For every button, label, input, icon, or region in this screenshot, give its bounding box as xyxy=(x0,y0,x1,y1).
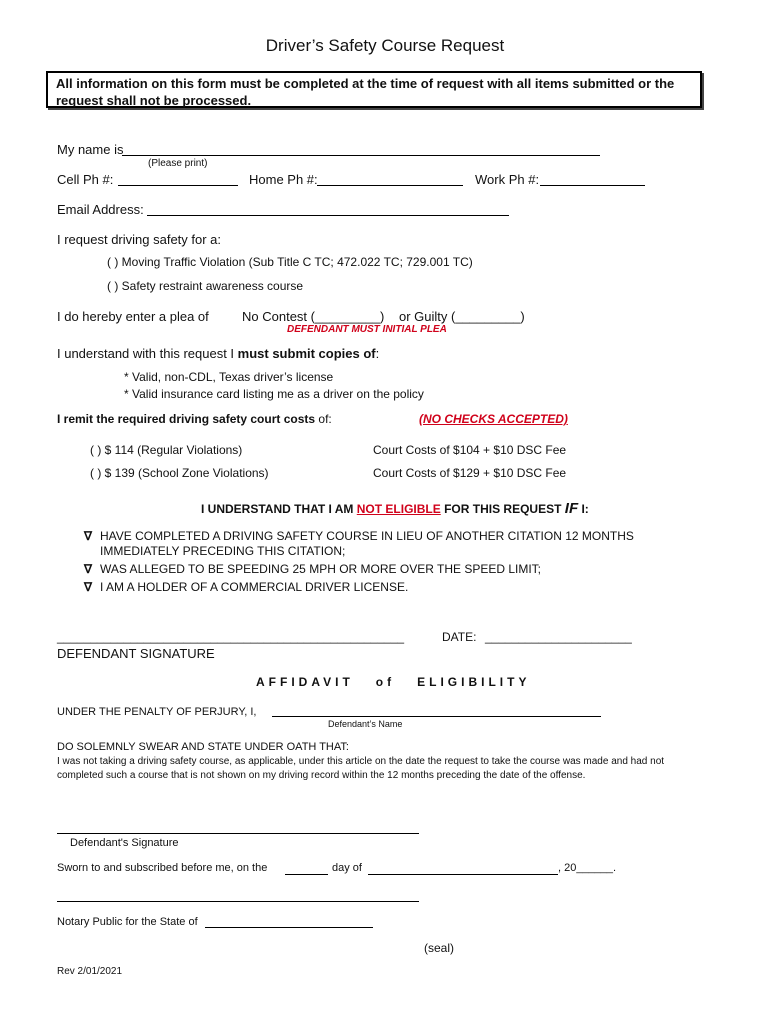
sworn-day-field[interactable] xyxy=(285,874,328,875)
defendant-signature-field[interactable] xyxy=(57,833,419,834)
no-checks-note: (NO CHECKS ACCEPTED) xyxy=(419,412,568,426)
swear-statement-heading: DO SOLEMNLY SWEAR AND STATE UNDER OATH THAT: xyxy=(57,741,349,753)
triangle-bullet-icon: ∇ xyxy=(84,562,93,576)
notice-box: All information on this form must be completed at the time of request with all items submitted or the request shall not be processed. xyxy=(46,71,702,108)
plea-label: I do hereby enter a plea of xyxy=(57,309,209,324)
day-of-label: day of xyxy=(332,862,362,874)
cell-phone-field[interactable] xyxy=(118,185,238,186)
notary-state-field[interactable] xyxy=(205,927,373,928)
home-phone-label: Home Ph #: xyxy=(249,172,318,187)
initial-plea-note: DEFENDANT MUST INITIAL PLEA xyxy=(287,324,447,335)
costs-label: I remit the required driving safety court costs of: xyxy=(57,412,332,426)
triangle-bullet-icon: ∇ xyxy=(84,580,93,594)
eligibility-item-prior-course: ∇ HAVE COMPLETED A DRIVING SAFETY COURSE IN LIEU OF ANOTHER CITATION 12 MONTHS xyxy=(84,529,634,543)
eligibility-item-cdl: ∇ I AM A HOLDER OF A COMMERCIAL DRIVER LICENSE. xyxy=(84,580,409,594)
home-phone-field[interactable] xyxy=(317,185,463,186)
defendant-name-field[interactable] xyxy=(272,716,601,717)
plea-guilty[interactable]: or Guilty (_________) xyxy=(399,309,525,324)
eligibility-item-prior-course-cont: IMMEDIATELY PRECEDING THIS CITATION; xyxy=(100,544,346,558)
cost-option-school-zone[interactable]: ( ) $ 139 (School Zone Violations) xyxy=(90,466,269,480)
cost-option-regular[interactable]: ( ) $ 114 (Regular Violations) xyxy=(90,443,243,457)
option-moving-violation[interactable]: ( ) Moving Traffic Violation (Sub Title C TC; 472.022 TC; 729.001 TC) xyxy=(107,255,473,269)
work-phone-label: Work Ph #: xyxy=(475,172,540,187)
copies-item-license: * Valid, non-CDL, Texas driver’s license xyxy=(124,370,334,384)
defendant-signature-line[interactable]: ____________________________________________________ xyxy=(57,630,405,644)
sworn-label: Sworn to and subscribed before me, on the xyxy=(57,862,268,874)
defendant-signature-label: DEFENDANT SIGNATURE xyxy=(57,646,215,661)
notary-signature-field[interactable] xyxy=(57,901,419,902)
cell-phone-label: Cell Ph #: xyxy=(57,172,114,187)
sworn-year-field[interactable]: , 20______. xyxy=(558,862,617,874)
name-label: My name is xyxy=(57,142,124,157)
eligibility-item-speeding: ∇ WAS ALLEGED TO BE SPEEDING 25 MPH OR MORE OVER THE SPEED LIMIT; xyxy=(84,562,542,576)
cost-detail-school-zone: Court Costs of $129 + $10 DSC Fee xyxy=(373,466,567,480)
name-field[interactable] xyxy=(122,155,600,156)
affidavit-heading: AFFIDAVIT of ELIGIBILITY xyxy=(256,675,531,689)
email-label: Email Address: xyxy=(57,202,144,217)
affidavit-statement: I was not taking a driving safety course, as applicable, under this article on the date the request to take the course was made and had not completed such a course that is not shown on my driving record within the 12 months preceding the date of the offense. xyxy=(57,756,665,781)
work-phone-field[interactable] xyxy=(540,185,645,186)
page-title: Driver’s Safety Course Request xyxy=(265,36,505,55)
email-field[interactable] xyxy=(147,215,509,216)
cost-detail-regular: Court Costs of $104 + $10 DSC Fee xyxy=(373,443,567,457)
please-print-label: (Please print) xyxy=(148,158,208,169)
revision-date: Rev 2/01/2021 xyxy=(57,966,123,977)
request-intro: I request driving safety for a: xyxy=(57,232,222,247)
eligibility-heading: I UNDERSTAND THAT I AM NOT ELIGIBLE FOR THIS REQUEST IF I: xyxy=(201,500,589,517)
penalty-of-perjury: UNDER THE PENALTY OF PERJURY, I, xyxy=(57,706,257,718)
defendant-name-label: Defendant’s Name xyxy=(328,719,403,729)
affidavit-defendant-signature-label: Defendant's Signature xyxy=(70,837,179,849)
seal-label: (seal) xyxy=(424,941,455,955)
copies-item-insurance: * Valid insurance card listing me as a driver on the policy xyxy=(124,387,424,401)
date-label: DATE: xyxy=(442,630,477,644)
triangle-bullet-icon: ∇ xyxy=(84,529,93,543)
notary-label: Notary Public for the State of xyxy=(57,916,198,928)
plea-no-contest[interactable]: No Contest (_________) xyxy=(242,309,385,324)
copies-intro: I understand with this request I must submit copies of: xyxy=(57,346,380,361)
sworn-month-field[interactable] xyxy=(368,874,558,875)
option-safety-restraint[interactable]: ( ) Safety restraint awareness course xyxy=(107,279,304,293)
date-field[interactable]: ______________________ xyxy=(485,630,632,644)
